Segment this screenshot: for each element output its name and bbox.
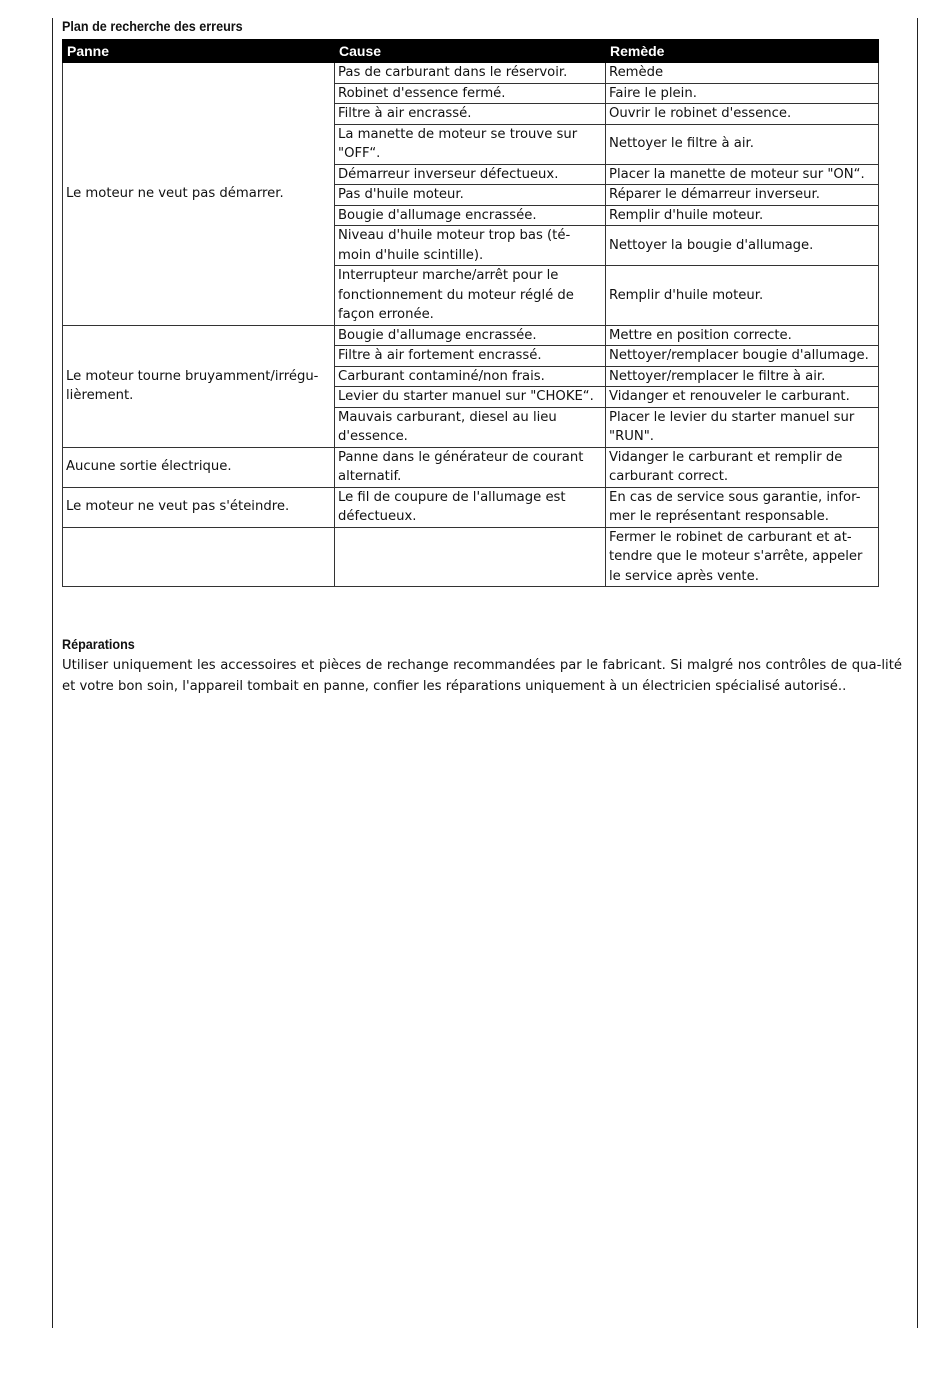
cause-cell: Filtre à air encrassé. bbox=[335, 104, 606, 125]
remede-cell: Réparer le démarreur inverseur. bbox=[606, 185, 879, 206]
remede-cell: Nettoyer le filtre à air. bbox=[606, 124, 879, 164]
cause-cell: Niveau d'huile moteur trop bas (té-moin d'huile scintille). bbox=[335, 226, 606, 266]
remede-cell: Remplir d'huile moteur. bbox=[606, 205, 879, 226]
cause-cell bbox=[335, 527, 606, 587]
panne-cell: Le moteur ne veut pas démarrer. bbox=[63, 63, 335, 326]
remede-cell: En cas de service sous garantie, infor-mer le représentant responsable. bbox=[606, 487, 879, 527]
remede-cell: Nettoyer la bougie d'allumage. bbox=[606, 226, 879, 266]
panne-cell-empty bbox=[63, 527, 335, 587]
remede-cell: Fermer le robinet de carburant et at-tendre que le moteur s'arrête, appeler le service après vente. bbox=[606, 527, 879, 587]
cause-cell: Levier du starter manuel sur "CHOKE“. bbox=[335, 387, 606, 408]
left-margin-rule bbox=[52, 18, 53, 1328]
panne-cell: Le moteur ne veut pas s'éteindre. bbox=[63, 487, 335, 527]
table-row bbox=[63, 325, 879, 346]
cause-cell: Démarreur inverseur défectueux. bbox=[335, 164, 606, 185]
remede-cell: Mettre en position correcte. bbox=[606, 325, 879, 346]
cause-cell: Robinet d'essence fermé. bbox=[335, 83, 606, 104]
header-panne: Panne bbox=[63, 40, 335, 63]
remede-cell: Faire le plein. bbox=[606, 83, 879, 104]
remede-cell: Placer le levier du starter manuel sur "RUN". bbox=[606, 407, 879, 447]
remede-cell: Placer la manette de moteur sur "ON“. bbox=[606, 164, 879, 185]
remede-cell: Remède bbox=[606, 63, 879, 84]
table-header-row bbox=[63, 40, 879, 63]
cause-cell: Interrupteur marche/arrêt pour le fonctionnement du moteur réglé de façon erronée. bbox=[335, 266, 606, 326]
troubleshooting-table bbox=[62, 39, 879, 587]
remede-cell: Nettoyer/remplacer bougie d'allumage. bbox=[606, 346, 879, 367]
header-remede: Remède bbox=[606, 40, 879, 63]
panne-cell: Le moteur tourne bruyamment/irrégu-lièrement. bbox=[63, 325, 335, 447]
remede-cell: Ouvrir le robinet d'essence. bbox=[606, 104, 879, 125]
cause-cell: Pas d'huile moteur. bbox=[335, 185, 606, 206]
remede-cell: Nettoyer/remplacer le filtre à air. bbox=[606, 366, 879, 387]
remede-cell: Vidanger le carburant et remplir de carburant correct. bbox=[606, 447, 879, 487]
right-margin-rule bbox=[917, 18, 918, 1328]
cause-cell: Bougie d'allumage encrassée. bbox=[335, 325, 606, 346]
cause-cell: Bougie d'allumage encrassée. bbox=[335, 205, 606, 226]
cause-cell: La manette de moteur se trouve sur "OFF“. bbox=[335, 124, 606, 164]
remede-cell: Vidanger et renouveler le carburant. bbox=[606, 387, 879, 408]
table-row bbox=[63, 527, 879, 587]
cause-cell: Pas de carburant dans le réservoir. bbox=[335, 63, 606, 84]
cause-cell: Carburant contaminé/non frais. bbox=[335, 366, 606, 387]
cause-cell: Panne dans le générateur de courant alternatif. bbox=[335, 447, 606, 487]
panne-cell: Aucune sortie électrique. bbox=[63, 447, 335, 487]
troubleshooting-heading: Plan de recherche des erreurs bbox=[62, 18, 243, 34]
table-row bbox=[63, 487, 879, 527]
cause-cell: Le fil de coupure de l'allumage est défectueux. bbox=[335, 487, 606, 527]
repairs-heading: Réparations bbox=[62, 636, 135, 652]
cause-cell: Filtre à air fortement encrassé. bbox=[335, 346, 606, 367]
cause-cell: Mauvais carburant, diesel au lieu d'essence. bbox=[335, 407, 606, 447]
table-row bbox=[63, 447, 879, 487]
repairs-paragraph: Utiliser uniquement les accessoires et pièces de rechange recommandées par le fabricant. Si malgré nos contrôles de qua-lité et votre bon soin, l'appareil tombait en panne, confier les réparations uniquement à un électricien spécialisé autorisé.. bbox=[62, 658, 902, 694]
table-row bbox=[63, 63, 879, 84]
remede-cell: Remplir d'huile moteur. bbox=[606, 266, 879, 326]
header-cause: Cause bbox=[335, 40, 606, 63]
